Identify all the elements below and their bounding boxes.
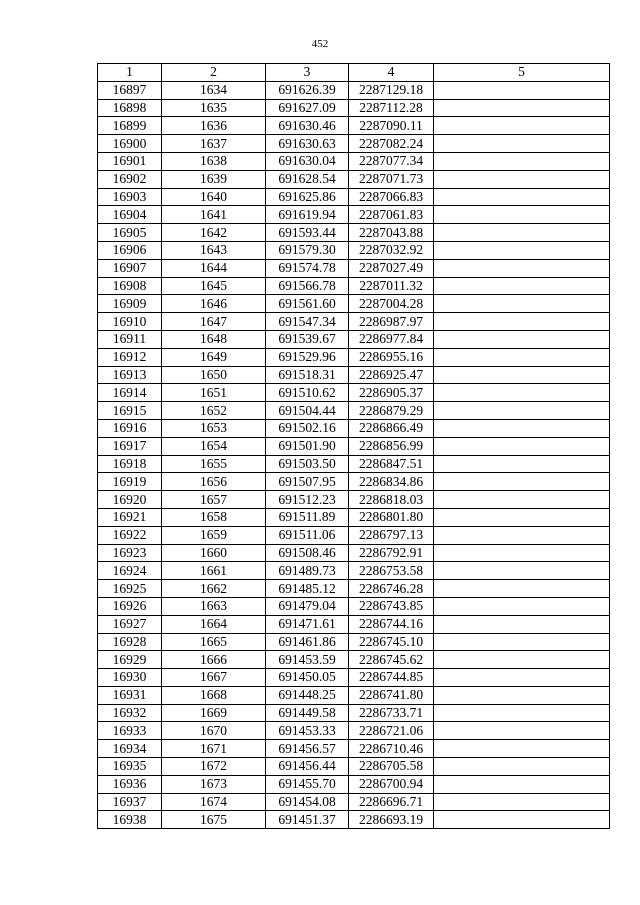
table-row — [98, 669, 610, 687]
point-number-cell: 16901 — [98, 152, 162, 170]
index-cell: 1642 — [162, 224, 266, 242]
x-coordinate-cell: 691547.34 — [266, 313, 349, 331]
note-cell — [434, 117, 610, 135]
y-coordinate-cell: 2286744.16 — [349, 615, 434, 633]
x-coordinate-cell: 691593.44 — [266, 224, 349, 242]
index-cell: 1640 — [162, 188, 266, 206]
index-cell: 1671 — [162, 740, 266, 758]
x-coordinate-cell: 691630.04 — [266, 152, 349, 170]
point-number-cell: 16899 — [98, 117, 162, 135]
table-row — [98, 437, 610, 455]
table-row — [98, 259, 610, 277]
point-number-cell: 16919 — [98, 473, 162, 491]
y-coordinate-cell: 2287066.83 — [349, 188, 434, 206]
index-cell: 1643 — [162, 241, 266, 259]
y-coordinate-cell: 2286693.19 — [349, 811, 434, 829]
index-cell: 1646 — [162, 295, 266, 313]
note-cell — [434, 455, 610, 473]
x-coordinate-cell: 691510.62 — [266, 384, 349, 402]
point-number-cell: 16908 — [98, 277, 162, 295]
table-row — [98, 686, 610, 704]
index-cell: 1653 — [162, 419, 266, 437]
point-number-cell: 16931 — [98, 686, 162, 704]
y-coordinate-cell: 2286797.13 — [349, 526, 434, 544]
x-coordinate-cell: 691630.63 — [266, 135, 349, 153]
index-cell: 1661 — [162, 562, 266, 580]
note-cell — [434, 170, 610, 188]
note-cell — [434, 473, 610, 491]
note-cell — [434, 81, 610, 99]
y-coordinate-cell: 2286792.91 — [349, 544, 434, 562]
note-cell — [434, 615, 610, 633]
x-coordinate-cell: 691503.50 — [266, 455, 349, 473]
note-cell — [434, 491, 610, 509]
index-cell: 1641 — [162, 206, 266, 224]
y-coordinate-cell: 2286987.97 — [349, 313, 434, 331]
table-row — [98, 81, 610, 99]
point-number-cell: 16912 — [98, 348, 162, 366]
point-number-cell: 16926 — [98, 597, 162, 615]
point-number-cell: 16916 — [98, 419, 162, 437]
y-coordinate-cell: 2286834.86 — [349, 473, 434, 491]
index-cell: 1638 — [162, 152, 266, 170]
x-coordinate-cell: 691455.70 — [266, 775, 349, 793]
column-header-1: 1 — [98, 64, 162, 82]
table-row — [98, 117, 610, 135]
y-coordinate-cell: 2286743.85 — [349, 597, 434, 615]
table-row — [98, 366, 610, 384]
index-cell: 1657 — [162, 491, 266, 509]
point-number-cell: 16902 — [98, 170, 162, 188]
table-row — [98, 580, 610, 598]
index-cell: 1658 — [162, 508, 266, 526]
y-coordinate-cell: 2286955.16 — [349, 348, 434, 366]
note-cell — [434, 758, 610, 776]
index-cell: 1673 — [162, 775, 266, 793]
point-number-cell: 16920 — [98, 491, 162, 509]
table-header-row — [98, 64, 610, 82]
table-row — [98, 473, 610, 491]
note-cell — [434, 722, 610, 740]
table-row — [98, 704, 610, 722]
index-cell: 1663 — [162, 597, 266, 615]
x-coordinate-cell: 691626.39 — [266, 81, 349, 99]
index-cell: 1634 — [162, 81, 266, 99]
page-number: 452 — [311, 38, 329, 50]
note-cell — [434, 313, 610, 331]
index-cell: 1670 — [162, 722, 266, 740]
index-cell: 1666 — [162, 651, 266, 669]
table-body — [98, 81, 610, 828]
x-coordinate-cell: 691512.23 — [266, 491, 349, 509]
y-coordinate-cell: 2287129.18 — [349, 81, 434, 99]
table-row — [98, 384, 610, 402]
point-number-cell: 16921 — [98, 508, 162, 526]
y-coordinate-cell: 2286744.85 — [349, 669, 434, 687]
x-coordinate-cell: 691504.44 — [266, 402, 349, 420]
point-number-cell: 16915 — [98, 402, 162, 420]
y-coordinate-cell: 2286696.71 — [349, 793, 434, 811]
index-cell: 1639 — [162, 170, 266, 188]
y-coordinate-cell: 2286741.80 — [349, 686, 434, 704]
point-number-cell: 16903 — [98, 188, 162, 206]
point-number-cell: 16905 — [98, 224, 162, 242]
point-number-cell: 16929 — [98, 651, 162, 669]
x-coordinate-cell: 691561.60 — [266, 295, 349, 313]
x-coordinate-cell: 691450.05 — [266, 669, 349, 687]
note-cell — [434, 793, 610, 811]
index-cell: 1675 — [162, 811, 266, 829]
x-coordinate-cell: 691454.08 — [266, 793, 349, 811]
x-coordinate-cell: 691456.44 — [266, 758, 349, 776]
table-row — [98, 597, 610, 615]
table-row — [98, 419, 610, 437]
y-coordinate-cell: 2286905.37 — [349, 384, 434, 402]
table-row — [98, 740, 610, 758]
x-coordinate-cell: 691619.94 — [266, 206, 349, 224]
note-cell — [434, 241, 610, 259]
y-coordinate-cell: 2286801.80 — [349, 508, 434, 526]
point-number-cell: 16909 — [98, 295, 162, 313]
note-cell — [434, 259, 610, 277]
index-cell: 1654 — [162, 437, 266, 455]
x-coordinate-cell: 691511.06 — [266, 526, 349, 544]
x-coordinate-cell: 691508.46 — [266, 544, 349, 562]
x-coordinate-cell: 691451.37 — [266, 811, 349, 829]
table-row — [98, 508, 610, 526]
point-number-cell: 16927 — [98, 615, 162, 633]
x-coordinate-cell: 691529.96 — [266, 348, 349, 366]
y-coordinate-cell: 2286753.58 — [349, 562, 434, 580]
x-coordinate-cell: 691625.86 — [266, 188, 349, 206]
y-coordinate-cell: 2287071.73 — [349, 170, 434, 188]
y-coordinate-cell: 2286879.29 — [349, 402, 434, 420]
y-coordinate-cell: 2287032.92 — [349, 241, 434, 259]
y-coordinate-cell: 2286733.71 — [349, 704, 434, 722]
y-coordinate-cell: 2287027.49 — [349, 259, 434, 277]
note-cell — [434, 348, 610, 366]
x-coordinate-cell: 691449.58 — [266, 704, 349, 722]
index-cell: 1659 — [162, 526, 266, 544]
note-cell — [434, 651, 610, 669]
note-cell — [434, 686, 610, 704]
x-coordinate-cell: 691630.46 — [266, 117, 349, 135]
y-coordinate-cell: 2286721.06 — [349, 722, 434, 740]
note-cell — [434, 188, 610, 206]
table-row — [98, 152, 610, 170]
y-coordinate-cell: 2286745.62 — [349, 651, 434, 669]
y-coordinate-cell: 2286700.94 — [349, 775, 434, 793]
point-number-cell: 16900 — [98, 135, 162, 153]
table-row — [98, 99, 610, 117]
index-cell: 1648 — [162, 330, 266, 348]
y-coordinate-cell: 2287090.11 — [349, 117, 434, 135]
point-number-cell: 16907 — [98, 259, 162, 277]
point-number-cell: 16928 — [98, 633, 162, 651]
y-coordinate-cell: 2286977.84 — [349, 330, 434, 348]
index-cell: 1660 — [162, 544, 266, 562]
index-cell: 1645 — [162, 277, 266, 295]
note-cell — [434, 402, 610, 420]
x-coordinate-cell: 691539.67 — [266, 330, 349, 348]
x-coordinate-cell: 691453.33 — [266, 722, 349, 740]
table-row — [98, 615, 610, 633]
index-cell: 1656 — [162, 473, 266, 491]
y-coordinate-cell: 2286856.99 — [349, 437, 434, 455]
note-cell — [434, 99, 610, 117]
point-number-cell: 16935 — [98, 758, 162, 776]
column-header-5: 5 — [434, 64, 610, 82]
table-row — [98, 170, 610, 188]
x-coordinate-cell: 691502.16 — [266, 419, 349, 437]
y-coordinate-cell: 2287077.34 — [349, 152, 434, 170]
note-cell — [434, 224, 610, 242]
note-cell — [434, 295, 610, 313]
index-cell: 1649 — [162, 348, 266, 366]
index-cell: 1669 — [162, 704, 266, 722]
point-number-cell: 16904 — [98, 206, 162, 224]
x-coordinate-cell: 691479.04 — [266, 597, 349, 615]
point-number-cell: 16906 — [98, 241, 162, 259]
point-number-cell: 16932 — [98, 704, 162, 722]
table-row — [98, 277, 610, 295]
x-coordinate-cell: 691448.25 — [266, 686, 349, 704]
point-number-cell: 16938 — [98, 811, 162, 829]
table-row — [98, 455, 610, 473]
point-number-cell: 16925 — [98, 580, 162, 598]
note-cell — [434, 704, 610, 722]
y-coordinate-cell: 2286710.46 — [349, 740, 434, 758]
index-cell: 1662 — [162, 580, 266, 598]
index-cell: 1655 — [162, 455, 266, 473]
y-coordinate-cell: 2286866.49 — [349, 419, 434, 437]
column-header-4: 4 — [349, 64, 434, 82]
note-cell — [434, 544, 610, 562]
table-row — [98, 313, 610, 331]
point-number-cell: 16898 — [98, 99, 162, 117]
note-cell — [434, 437, 610, 455]
note-cell — [434, 740, 610, 758]
table-row — [98, 206, 610, 224]
table-row — [98, 544, 610, 562]
x-coordinate-cell: 691501.90 — [266, 437, 349, 455]
y-coordinate-cell: 2287061.83 — [349, 206, 434, 224]
index-cell: 1652 — [162, 402, 266, 420]
note-cell — [434, 419, 610, 437]
point-number-cell: 16917 — [98, 437, 162, 455]
point-number-cell: 16918 — [98, 455, 162, 473]
y-coordinate-cell: 2287043.88 — [349, 224, 434, 242]
x-coordinate-cell: 691511.89 — [266, 508, 349, 526]
y-coordinate-cell: 2287011.32 — [349, 277, 434, 295]
note-cell — [434, 775, 610, 793]
x-coordinate-cell: 691566.78 — [266, 277, 349, 295]
table-row — [98, 526, 610, 544]
x-coordinate-cell: 691456.57 — [266, 740, 349, 758]
y-coordinate-cell: 2286746.28 — [349, 580, 434, 598]
x-coordinate-cell: 691461.86 — [266, 633, 349, 651]
table-row — [98, 722, 610, 740]
note-cell — [434, 669, 610, 687]
x-coordinate-cell: 691507.95 — [266, 473, 349, 491]
point-number-cell: 16934 — [98, 740, 162, 758]
note-cell — [434, 277, 610, 295]
table-row — [98, 402, 610, 420]
coordinates-table — [97, 63, 610, 829]
point-number-cell: 16933 — [98, 722, 162, 740]
note-cell — [434, 597, 610, 615]
point-number-cell: 16910 — [98, 313, 162, 331]
note-cell — [434, 562, 610, 580]
table-row — [98, 188, 610, 206]
index-cell: 1668 — [162, 686, 266, 704]
index-cell: 1637 — [162, 135, 266, 153]
table-row — [98, 562, 610, 580]
x-coordinate-cell: 691453.59 — [266, 651, 349, 669]
x-coordinate-cell: 691628.54 — [266, 170, 349, 188]
index-cell: 1672 — [162, 758, 266, 776]
table-row — [98, 295, 610, 313]
point-number-cell: 16914 — [98, 384, 162, 402]
table-row — [98, 633, 610, 651]
x-coordinate-cell: 691627.09 — [266, 99, 349, 117]
index-cell: 1664 — [162, 615, 266, 633]
note-cell — [434, 206, 610, 224]
y-coordinate-cell: 2286705.58 — [349, 758, 434, 776]
point-number-cell: 16936 — [98, 775, 162, 793]
index-cell: 1650 — [162, 366, 266, 384]
point-number-cell: 16922 — [98, 526, 162, 544]
index-cell: 1644 — [162, 259, 266, 277]
point-number-cell: 16913 — [98, 366, 162, 384]
note-cell — [434, 811, 610, 829]
column-header-2: 2 — [162, 64, 266, 82]
index-cell: 1665 — [162, 633, 266, 651]
y-coordinate-cell: 2286847.51 — [349, 455, 434, 473]
note-cell — [434, 526, 610, 544]
column-header-3: 3 — [266, 64, 349, 82]
y-coordinate-cell: 2286745.10 — [349, 633, 434, 651]
x-coordinate-cell: 691489.73 — [266, 562, 349, 580]
point-number-cell: 16923 — [98, 544, 162, 562]
note-cell — [434, 366, 610, 384]
table-row — [98, 758, 610, 776]
x-coordinate-cell: 691518.31 — [266, 366, 349, 384]
table-row — [98, 135, 610, 153]
table-row — [98, 491, 610, 509]
table-row — [98, 224, 610, 242]
point-number-cell: 16911 — [98, 330, 162, 348]
note-cell — [434, 580, 610, 598]
x-coordinate-cell: 691574.78 — [266, 259, 349, 277]
table-row — [98, 811, 610, 829]
table-row — [98, 651, 610, 669]
index-cell: 1667 — [162, 669, 266, 687]
point-number-cell: 16930 — [98, 669, 162, 687]
index-cell: 1674 — [162, 793, 266, 811]
table-row — [98, 775, 610, 793]
note-cell — [434, 152, 610, 170]
point-number-cell: 16897 — [98, 81, 162, 99]
y-coordinate-cell: 2287112.28 — [349, 99, 434, 117]
y-coordinate-cell: 2286925.47 — [349, 366, 434, 384]
x-coordinate-cell: 691471.61 — [266, 615, 349, 633]
point-number-cell: 16924 — [98, 562, 162, 580]
note-cell — [434, 508, 610, 526]
index-cell: 1647 — [162, 313, 266, 331]
note-cell — [434, 135, 610, 153]
table-row — [98, 793, 610, 811]
table-row — [98, 330, 610, 348]
index-cell: 1636 — [162, 117, 266, 135]
note-cell — [434, 633, 610, 651]
index-cell: 1635 — [162, 99, 266, 117]
x-coordinate-cell: 691485.12 — [266, 580, 349, 598]
point-number-cell: 16937 — [98, 793, 162, 811]
note-cell — [434, 330, 610, 348]
note-cell — [434, 384, 610, 402]
table-row — [98, 241, 610, 259]
index-cell: 1651 — [162, 384, 266, 402]
y-coordinate-cell: 2287082.24 — [349, 135, 434, 153]
y-coordinate-cell: 2286818.03 — [349, 491, 434, 509]
y-coordinate-cell: 2287004.28 — [349, 295, 434, 313]
x-coordinate-cell: 691579.30 — [266, 241, 349, 259]
table-row — [98, 348, 610, 366]
